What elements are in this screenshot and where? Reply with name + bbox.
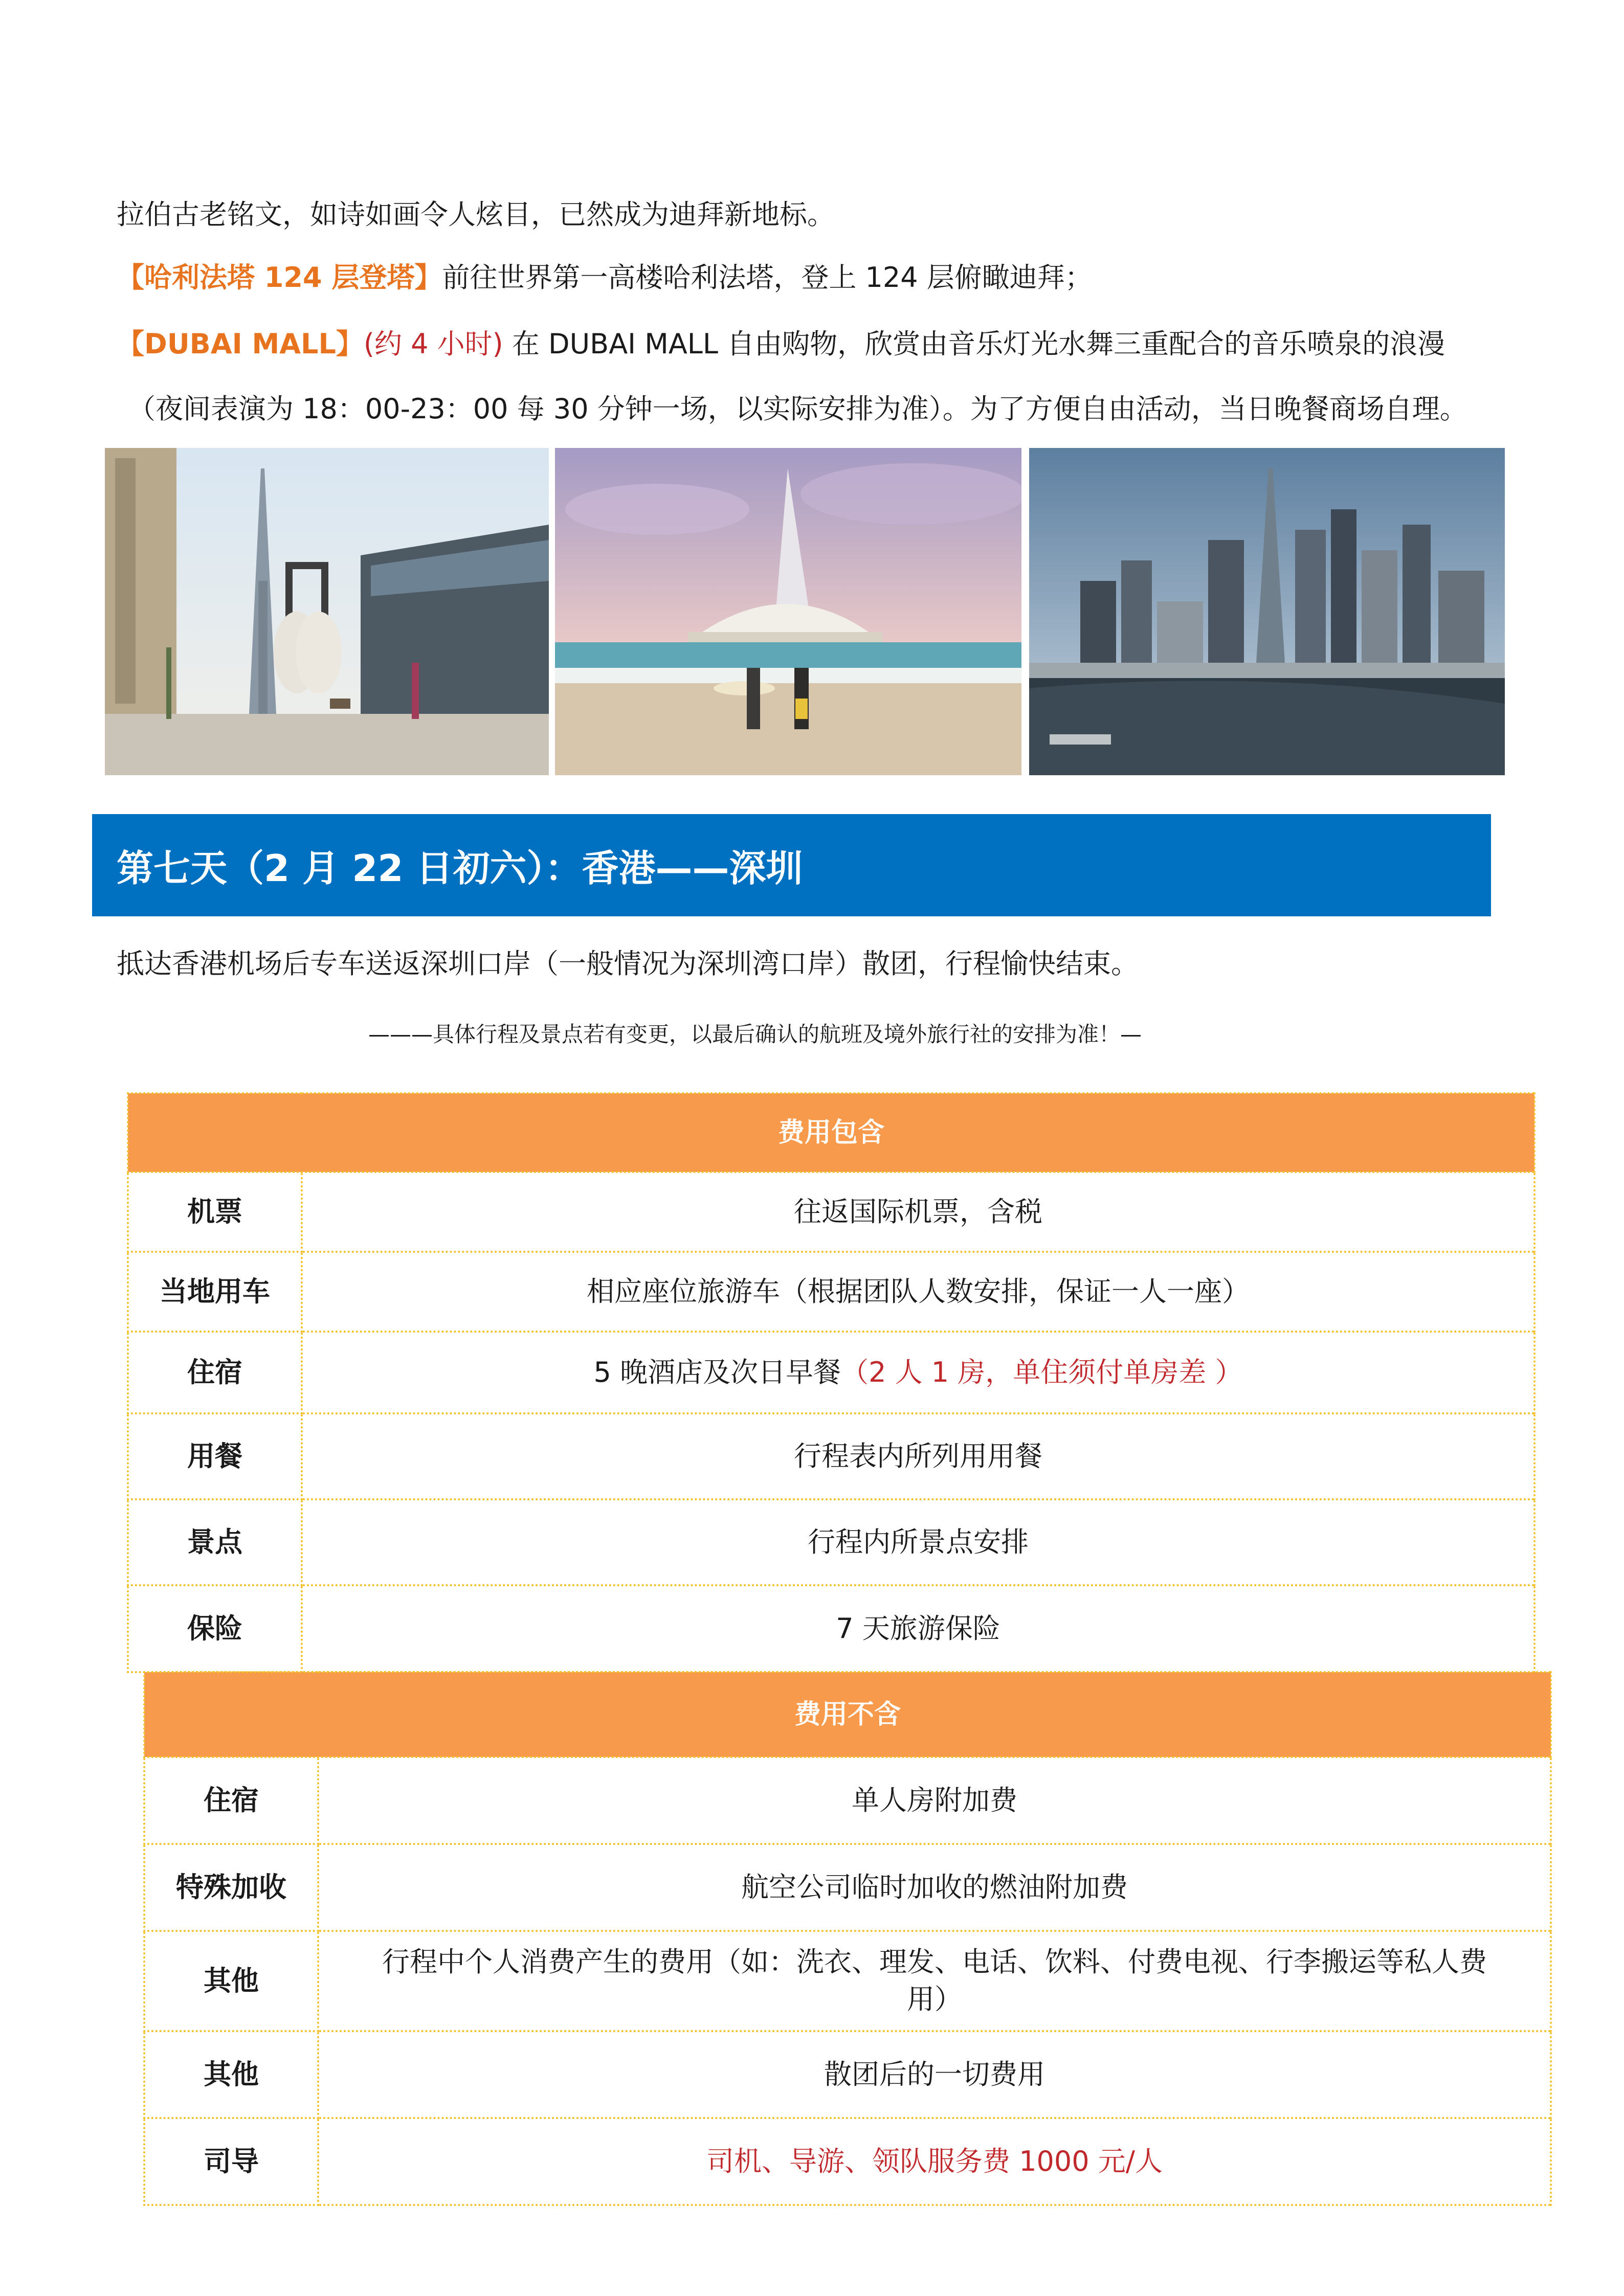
- row-label: 住宿: [128, 1332, 302, 1413]
- disclaimer-note: ———具体行程及景点若有变更，以最后确认的航班及境外旅行社的安排为准！—: [368, 1022, 1142, 1047]
- day7-desc: 抵达香港机场后专车送返深圳口岸（一般情况为深圳湾口岸）散团，行程愉快结束。: [117, 948, 1139, 980]
- row-label: 其他: [144, 2031, 318, 2118]
- table-row: [144, 2031, 1551, 2118]
- table-row: [128, 1252, 1534, 1332]
- row-value-main: 5 晚酒店及次日早餐: [593, 1356, 841, 1388]
- row-value-line-1: 行程中个人消费产生的费用（如：洗衣、理发、电话、饮料、付费电视、行李搬运等私人费: [382, 1946, 1487, 1978]
- row-value: [318, 1931, 1551, 2031]
- row-value: 行程内所景点安排: [302, 1499, 1534, 1585]
- photo-burj-al-arab-beach: [555, 448, 1021, 775]
- row-value-note: （2 人 1 房，单住须付单房差 ）: [841, 1356, 1243, 1388]
- row-label: 保险: [128, 1585, 302, 1672]
- row-value: 航空公司临时加收的燃油附加费: [318, 1844, 1551, 1931]
- dubai-mall-duration: (约 4 小时): [363, 328, 503, 360]
- table-row: [128, 1172, 1534, 1252]
- row-label: 用餐: [128, 1413, 302, 1499]
- table-row: [144, 2118, 1551, 2205]
- row-value: 散团后的一切费用: [318, 2031, 1551, 2118]
- table-row: [128, 1585, 1534, 1672]
- intro-line-1: 拉伯古老铭文，如诗如画令人炫目，已然成为迪拜新地标。: [117, 198, 835, 231]
- photo-dubai-skyline: [1029, 448, 1505, 775]
- row-label: 司导: [144, 2118, 318, 2205]
- table-row: [144, 1757, 1551, 1844]
- row-label: 其他: [144, 1931, 318, 2031]
- bracket-open: 【: [117, 328, 144, 360]
- burj-khalifa-title: 哈利法塔 124 层登塔: [144, 261, 415, 294]
- bracket-close: 】: [414, 261, 442, 294]
- row-label: 特殊加收: [144, 1844, 318, 1931]
- row-value: 相应座位旅游车（根据团队人数安排，保证一人一座）: [302, 1252, 1534, 1332]
- photo-downtown-dubai: [105, 448, 549, 775]
- table-row: [128, 1332, 1534, 1413]
- row-label: 当地用车: [128, 1252, 302, 1332]
- day7-banner: [92, 814, 1491, 916]
- row-value: 行程表内所列用用餐: [302, 1413, 1534, 1499]
- row-value: 往返国际机票，含税: [302, 1172, 1534, 1252]
- row-label: 景点: [128, 1499, 302, 1585]
- day7-title: 第七天（2 月 22 日初六）：香港——深圳: [117, 847, 803, 890]
- fee-included-header: 费用包含: [128, 1093, 1534, 1172]
- table-row: [144, 1931, 1551, 2031]
- burj-khalifa-desc: 前往世界第一高楼哈利法塔，登上 124 层俯瞰迪拜；: [442, 261, 1093, 294]
- table-row: [128, 1499, 1534, 1585]
- table-row: [128, 1413, 1534, 1499]
- bracket-close: 】: [336, 328, 364, 360]
- dubai-mall-desc: 在 DUBAI MALL 自由购物，欣赏由音乐灯光水舞三重配合的音乐喷泉的浪漫: [511, 328, 1445, 360]
- dubai-mall-title: DUBAI MALL: [144, 328, 336, 360]
- bracket-open: 【: [117, 261, 144, 294]
- fee-excluded-header: 费用不含: [144, 1672, 1551, 1757]
- fee-included-table: [127, 1092, 1536, 1673]
- intro-mall-line: [117, 326, 1539, 362]
- row-label: 机票: [128, 1172, 302, 1252]
- row-value: [302, 1332, 1534, 1413]
- row-label: 住宿: [144, 1757, 318, 1844]
- row-value: 7 天旅游保险: [302, 1585, 1534, 1672]
- row-value-line-2: 用）: [907, 1983, 962, 2015]
- table-row: [144, 1844, 1551, 1931]
- row-value: 单人房附加费: [318, 1757, 1551, 1844]
- fee-excluded-table: [143, 1671, 1552, 2206]
- row-value: 司机、导游、领队服务费 1000 元/人: [318, 2118, 1551, 2205]
- intro-burj-line: [117, 260, 1539, 296]
- intro-line-4: （夜间表演为 18：00-23：00 每 30 分钟一场，以实际安排为准）。为了方便自由活动，当日晚餐商场自理。: [128, 393, 1467, 425]
